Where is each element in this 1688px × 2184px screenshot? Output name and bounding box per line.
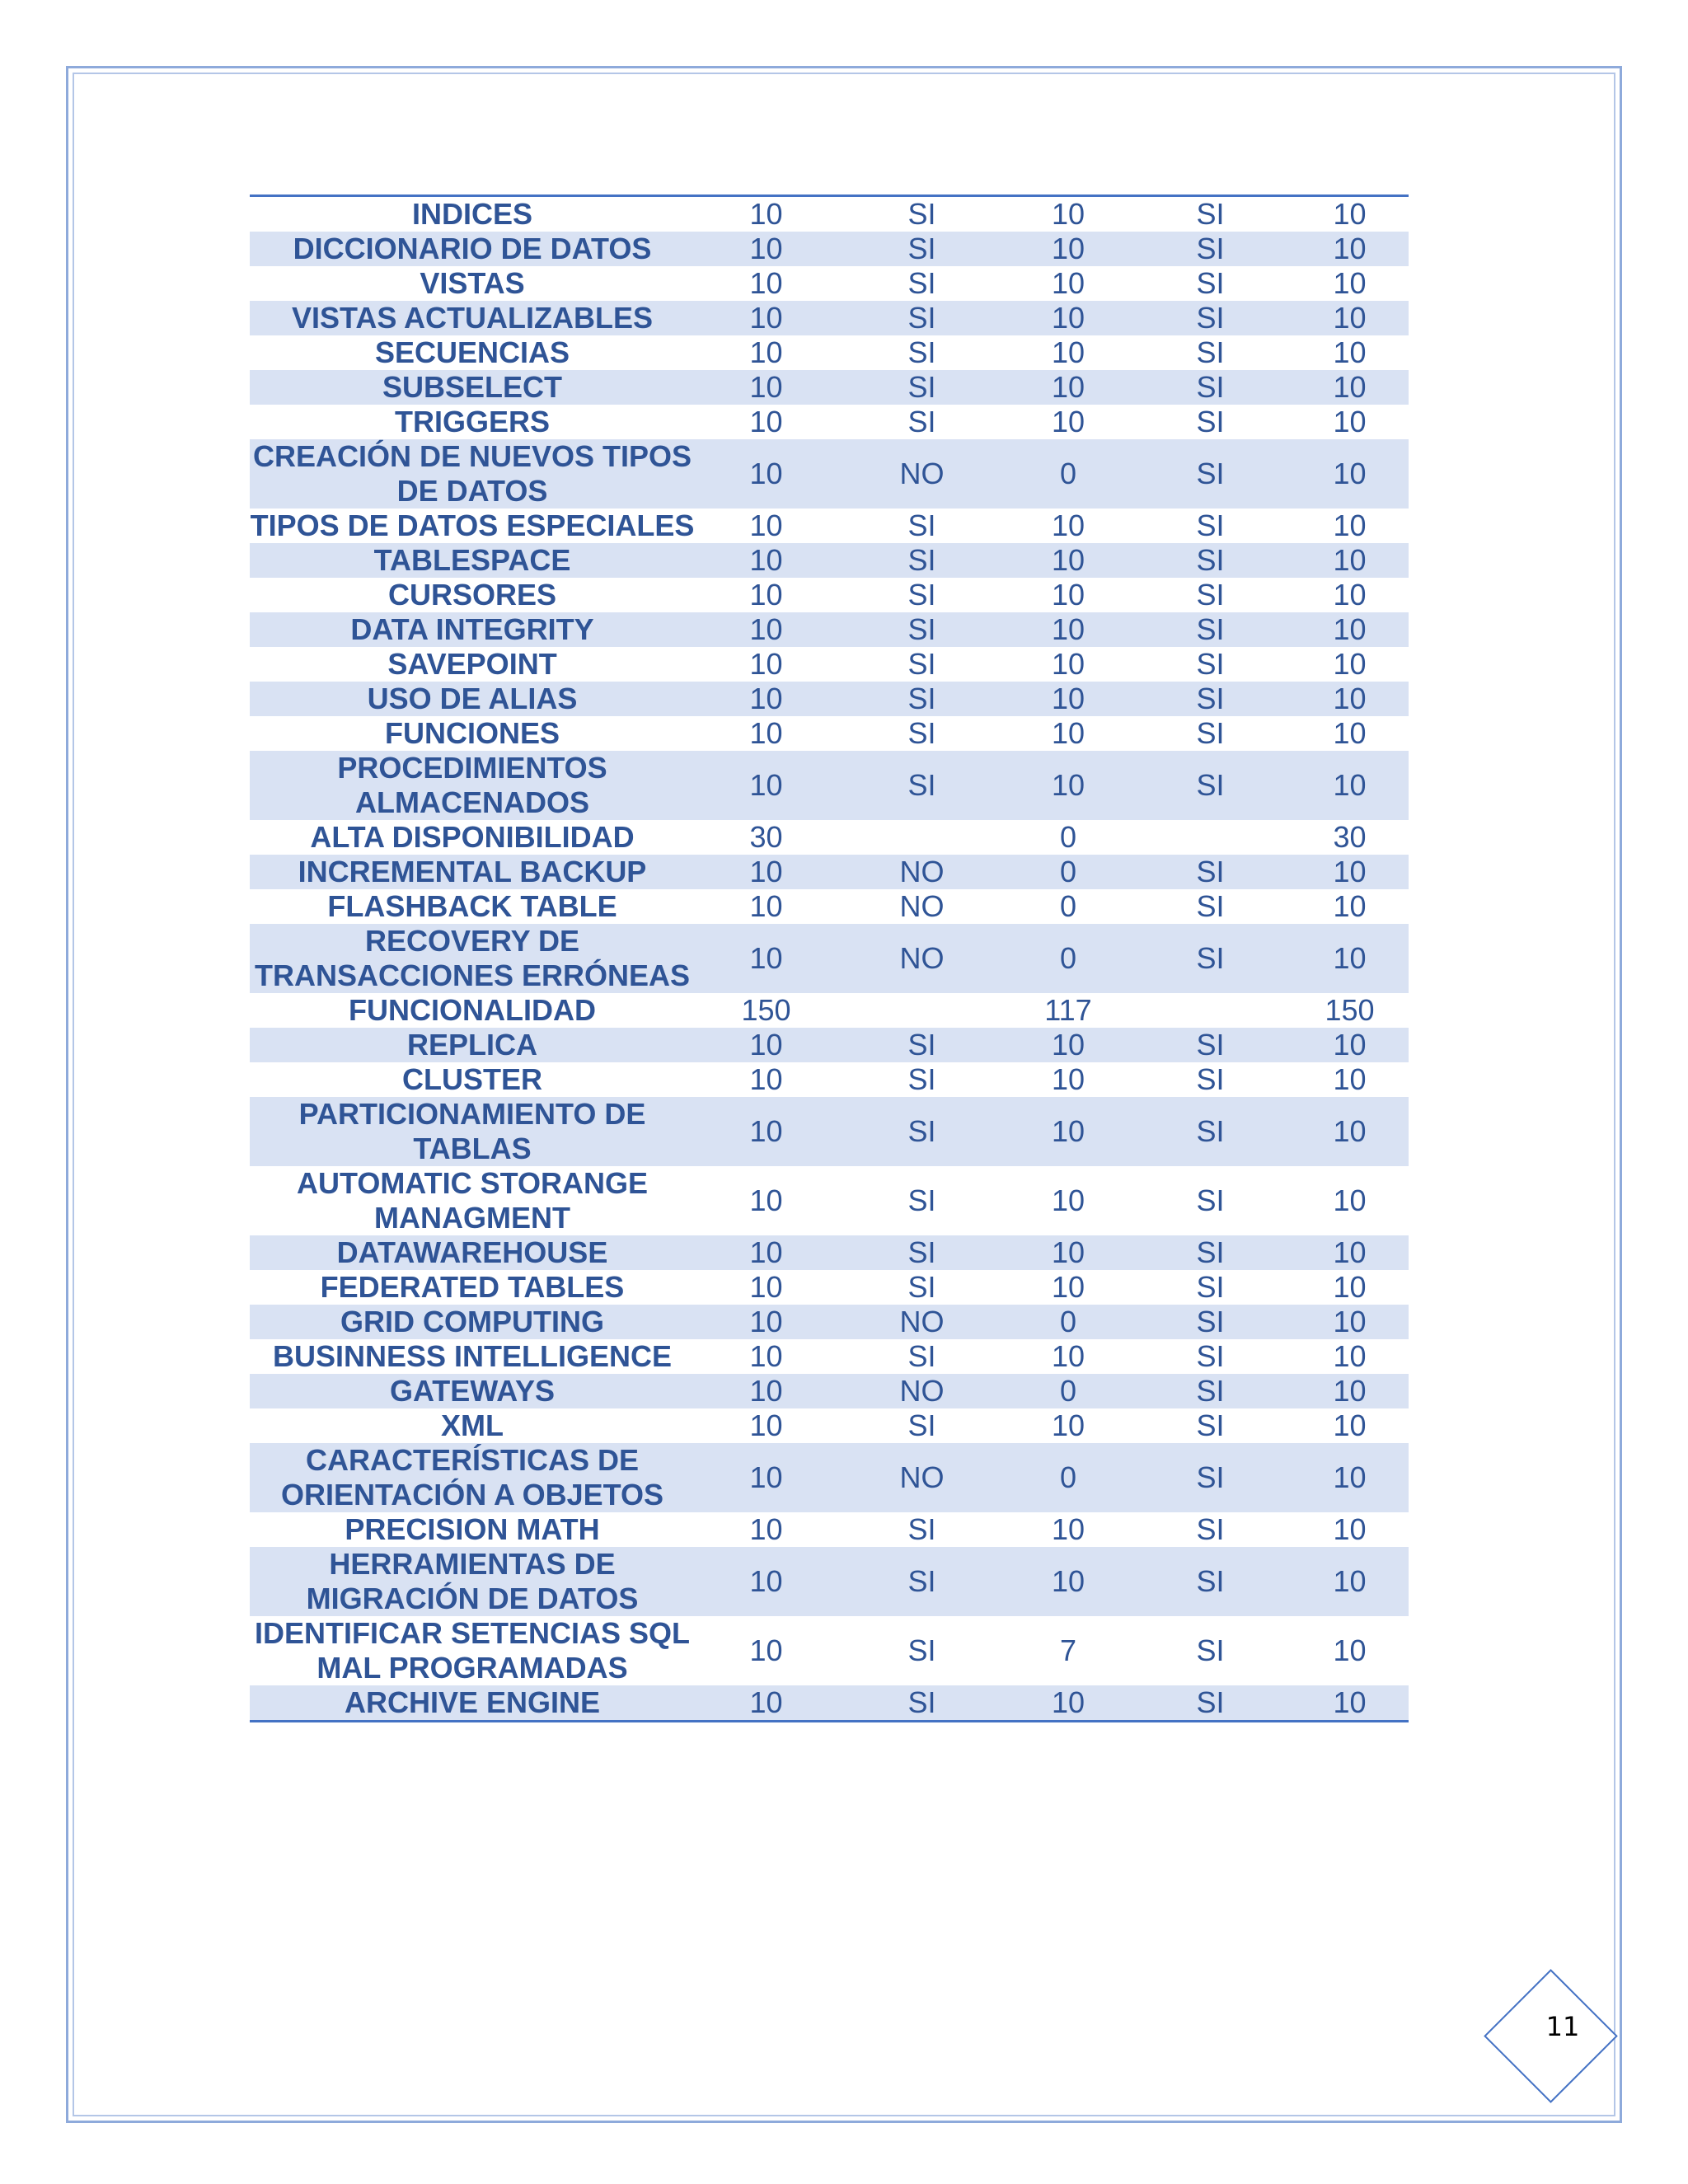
value-cell-1: 10 — [749, 889, 783, 923]
value-cell-3: 10 — [1006, 232, 1130, 266]
value-cell-4: SI — [1130, 1097, 1291, 1166]
value-cell-4: SI — [1196, 1270, 1225, 1304]
table-row — [250, 1616, 1409, 1685]
value-cell-2: SI — [907, 578, 936, 612]
value-cell-2: SI — [837, 232, 1006, 266]
value-cell-4: SI — [1196, 1408, 1225, 1442]
value-cell-3: 10 — [1051, 647, 1085, 681]
table-row — [250, 1374, 1409, 1408]
value-cell-4: SI — [1196, 1339, 1225, 1373]
value-cell-1: 10 — [749, 1408, 783, 1442]
value-cell-5: 10 — [1291, 543, 1409, 578]
value-cell-5: 10 — [1333, 335, 1367, 369]
value-cell-5: 10 — [1333, 578, 1367, 612]
value-cell-1: 10 — [695, 301, 837, 335]
value-cell-1: 10 — [749, 197, 783, 231]
value-cell-4: SI — [1196, 1183, 1225, 1217]
value-cell-2: SI — [837, 612, 1006, 647]
value-cell-4: SI — [1196, 578, 1225, 612]
value-cell-5: 10 — [1291, 1547, 1409, 1616]
value-cell-1: 10 — [749, 1183, 783, 1217]
value-cell-5: 10 — [1291, 370, 1409, 405]
value-cell-3: 0 — [1006, 439, 1130, 509]
value-cell-5: 10 — [1333, 197, 1367, 231]
value-cell-1: 10 — [749, 1633, 783, 1667]
feature-name-cell: XML — [441, 1408, 504, 1442]
table-row — [250, 1062, 1409, 1097]
value-cell-1: 10 — [695, 751, 837, 820]
value-cell-1: 10 — [695, 1028, 837, 1062]
value-cell-5: 10 — [1291, 751, 1409, 820]
value-cell-2: SI — [907, 716, 936, 750]
value-cell-3: 10 — [1006, 751, 1130, 820]
table-row — [250, 1166, 1409, 1235]
feature-name-cell: INCREMENTAL BACKUP — [250, 855, 695, 889]
table-row — [250, 1408, 1409, 1443]
table-row — [250, 1685, 1409, 1722]
feature-name-cell: GATEWAYS — [250, 1374, 695, 1408]
value-cell-5: 10 — [1291, 612, 1409, 647]
value-cell-2: SI — [837, 301, 1006, 335]
value-cell-1: 10 — [695, 1443, 837, 1512]
feature-name-cell: ARCHIVE ENGINE — [250, 1685, 695, 1722]
value-cell-1: 10 — [695, 682, 837, 716]
feature-name-cell: PRECISION MATH — [345, 1512, 600, 1546]
value-cell-1: 10 — [695, 1374, 837, 1408]
feature-name-cell: GRID COMPUTING — [250, 1305, 695, 1339]
value-cell-2: SI — [907, 1339, 936, 1373]
value-cell-4: SI — [1196, 889, 1225, 923]
value-cell-1: 10 — [695, 1685, 837, 1722]
feature-name-cell: DICCIONARIO DE DATOS — [250, 232, 695, 266]
value-cell-3: 10 — [1006, 543, 1130, 578]
value-cell-3: 10 — [1006, 682, 1130, 716]
value-cell-4: SI — [1196, 405, 1225, 438]
table-row — [250, 1547, 1409, 1616]
feature-name-cell: VISTAS — [420, 266, 525, 300]
value-cell-2: SI — [837, 1547, 1006, 1616]
value-cell-3: 10 — [1006, 1547, 1130, 1616]
value-cell-5: 10 — [1291, 1685, 1409, 1722]
value-cell-3: 0 — [1059, 889, 1077, 923]
value-cell-5: 10 — [1291, 1305, 1409, 1339]
value-cell-1: 10 — [749, 1270, 783, 1304]
value-cell-1: 10 — [695, 370, 837, 405]
value-cell-1: 10 — [695, 439, 837, 509]
value-cell-2 — [837, 820, 1006, 855]
feature-name-cell: USO DE ALIAS — [250, 682, 695, 716]
value-cell-1: 10 — [695, 1235, 837, 1270]
value-cell-5: 10 — [1291, 301, 1409, 335]
feature-name-cell: PROCEDIMIENTOS ALMACENADOS — [250, 751, 695, 820]
features-table-body — [250, 196, 1409, 1722]
table-row — [250, 1235, 1409, 1270]
value-cell-5: 10 — [1291, 1097, 1409, 1166]
value-cell-3: 10 — [1051, 509, 1085, 542]
table-row — [250, 682, 1409, 716]
value-cell-2: SI — [837, 682, 1006, 716]
feature-name-cell: CLUSTER — [402, 1062, 542, 1096]
value-cell-4 — [1130, 993, 1291, 1028]
value-cell-3: 10 — [1006, 1028, 1130, 1062]
value-cell-2: SI — [837, 1028, 1006, 1062]
value-cell-2: NO — [837, 924, 1006, 993]
feature-name-cell: REPLICA — [250, 1028, 695, 1062]
feature-name-cell: IDENTIFICAR SETENCIAS SQL MAL PROGRAMADAS — [254, 1616, 691, 1685]
value-cell-4: SI — [1130, 1305, 1291, 1339]
value-cell-3: 10 — [1051, 266, 1085, 300]
table-row — [250, 301, 1409, 335]
features-table — [250, 194, 1409, 1722]
value-cell-2: SI — [907, 266, 936, 300]
table-row — [250, 1028, 1409, 1062]
feature-name-cell: AUTOMATIC STORANGE MANAGMENT — [296, 1166, 648, 1235]
value-cell-1: 30 — [749, 820, 783, 854]
table-row — [250, 578, 1409, 612]
value-cell-1: 10 — [749, 716, 783, 750]
feature-name-cell: VISTAS ACTUALIZABLES — [250, 301, 695, 335]
value-cell-2: SI — [837, 1685, 1006, 1722]
value-cell-4: SI — [1196, 266, 1225, 300]
table-row — [250, 1270, 1409, 1305]
value-cell-4: SI — [1130, 612, 1291, 647]
value-cell-1: 10 — [749, 1512, 783, 1546]
value-cell-4: SI — [1130, 1028, 1291, 1062]
table-row — [250, 1512, 1409, 1547]
feature-name-cell: PARTICIONAMIENTO DE TABLAS — [250, 1097, 695, 1166]
table-row — [250, 405, 1409, 439]
value-cell-4: SI — [1196, 509, 1225, 542]
value-cell-4: SI — [1130, 301, 1291, 335]
value-cell-5: 30 — [1333, 820, 1367, 854]
table-row — [250, 370, 1409, 405]
value-cell-3: 10 — [1051, 1183, 1085, 1217]
value-cell-3: 117 — [1044, 993, 1092, 1027]
value-cell-5: 10 — [1291, 1443, 1409, 1512]
table-row — [250, 924, 1409, 993]
table-row — [250, 196, 1409, 232]
value-cell-1: 10 — [695, 1547, 837, 1616]
value-cell-2: SI — [907, 1633, 936, 1667]
table-row — [250, 1443, 1409, 1512]
value-cell-5: 10 — [1291, 924, 1409, 993]
value-cell-3: 10 — [1006, 1235, 1130, 1270]
value-cell-3: 10 — [1006, 301, 1130, 335]
value-cell-3: 10 — [1051, 405, 1085, 438]
value-cell-2: SI — [837, 1097, 1006, 1166]
value-cell-2: SI — [907, 1062, 936, 1096]
value-cell-2: SI — [907, 197, 936, 231]
value-cell-5: 10 — [1333, 716, 1367, 750]
value-cell-3: 10 — [1006, 1685, 1130, 1722]
table-row — [250, 716, 1409, 751]
value-cell-3: 10 — [1051, 1062, 1085, 1096]
value-cell-2: NO — [899, 889, 945, 923]
value-cell-3: 0 — [1059, 820, 1077, 854]
value-cell-4: SI — [1130, 1235, 1291, 1270]
value-cell-4: SI — [1196, 1633, 1225, 1667]
table-row — [250, 612, 1409, 647]
feature-name-cell: CURSORES — [387, 578, 557, 612]
value-cell-4: SI — [1130, 543, 1291, 578]
value-cell-5: 10 — [1291, 1028, 1409, 1062]
table-row — [250, 232, 1409, 266]
value-cell-2: SI — [837, 370, 1006, 405]
value-cell-1: 10 — [695, 1097, 837, 1166]
value-cell-1: 10 — [695, 855, 837, 889]
value-cell-2: SI — [837, 543, 1006, 578]
feature-name-cell: TRIGGERS — [394, 405, 550, 438]
feature-name-cell: SAVEPOINT — [387, 647, 557, 681]
value-cell-2: SI — [907, 1408, 936, 1442]
value-cell-3: 0 — [1006, 1305, 1130, 1339]
table-row — [250, 1097, 1409, 1166]
value-cell-2: SI — [907, 647, 936, 681]
value-cell-4: SI — [1130, 682, 1291, 716]
value-cell-1: 10 — [695, 924, 837, 993]
feature-name-cell: TABLESPACE — [250, 543, 695, 578]
value-cell-3: 10 — [1051, 335, 1085, 369]
value-cell-5: 10 — [1333, 647, 1367, 681]
value-cell-4: SI — [1196, 197, 1225, 231]
table-row — [250, 993, 1409, 1028]
value-cell-1: 10 — [695, 1305, 837, 1339]
value-cell-3: 10 — [1051, 578, 1085, 612]
feature-name-cell: TIPOS DE DATOS ESPECIALES — [250, 509, 695, 542]
feature-name-cell: RECOVERY DE TRANSACCIONES ERRÓNEAS — [250, 924, 695, 993]
value-cell-4: SI — [1130, 370, 1291, 405]
value-cell-5: 10 — [1291, 232, 1409, 266]
value-cell-5: 10 — [1291, 682, 1409, 716]
value-cell-3: 7 — [1059, 1633, 1077, 1667]
value-cell-2: NO — [837, 439, 1006, 509]
table-row — [250, 647, 1409, 682]
value-cell-3: 0 — [1006, 1374, 1130, 1408]
feature-name-cell: SECUENCIAS — [374, 335, 570, 369]
value-cell-4: SI — [1196, 716, 1225, 750]
table-row — [250, 509, 1409, 543]
value-cell-5: 10 — [1333, 266, 1367, 300]
value-cell-5: 10 — [1333, 1339, 1367, 1373]
value-cell-3: 10 — [1006, 1097, 1130, 1166]
value-cell-5: 10 — [1333, 889, 1367, 923]
table-row — [250, 889, 1409, 924]
value-cell-5: 10 — [1333, 1512, 1367, 1546]
value-cell-2: SI — [907, 335, 936, 369]
value-cell-2: SI — [837, 1235, 1006, 1270]
value-cell-1: 10 — [695, 543, 837, 578]
feature-name-cell: HERRAMIENTAS DE MIGRACIÓN DE DATOS — [250, 1547, 695, 1616]
value-cell-3: 0 — [1006, 1443, 1130, 1512]
value-cell-4: SI — [1196, 647, 1225, 681]
page-number: 11 — [1545, 2011, 1580, 2042]
value-cell-2: NO — [837, 1305, 1006, 1339]
value-cell-1: 10 — [695, 232, 837, 266]
value-cell-3: 0 — [1006, 855, 1130, 889]
value-cell-1: 150 — [741, 993, 791, 1027]
value-cell-2: SI — [907, 1270, 936, 1304]
value-cell-2 — [837, 993, 1006, 1028]
value-cell-2: SI — [907, 509, 936, 542]
value-cell-1: 10 — [749, 1339, 783, 1373]
feature-name-cell: FUNCIONALIDAD — [349, 993, 596, 1027]
value-cell-5: 10 — [1333, 509, 1367, 542]
value-cell-4: SI — [1130, 1374, 1291, 1408]
value-cell-4: SI — [1130, 855, 1291, 889]
value-cell-1: 10 — [749, 647, 783, 681]
value-cell-5: 10 — [1333, 1633, 1367, 1667]
value-cell-3: 10 — [1051, 1339, 1085, 1373]
value-cell-5: 10 — [1333, 1062, 1367, 1096]
value-cell-3: 10 — [1051, 1408, 1085, 1442]
value-cell-3: 10 — [1051, 1270, 1085, 1304]
value-cell-1: 10 — [695, 612, 837, 647]
feature-name-cell: SUBSELECT — [250, 370, 695, 405]
value-cell-5: 10 — [1333, 1408, 1367, 1442]
value-cell-3: 10 — [1051, 716, 1085, 750]
feature-name-cell: FEDERATED TABLES — [320, 1270, 625, 1304]
value-cell-4: SI — [1130, 439, 1291, 509]
value-cell-4: SI — [1130, 751, 1291, 820]
table-row — [250, 266, 1409, 301]
table-row — [250, 335, 1409, 370]
value-cell-1: 10 — [749, 266, 783, 300]
value-cell-3: 10 — [1006, 612, 1130, 647]
value-cell-4: SI — [1196, 1512, 1225, 1546]
value-cell-5: 10 — [1333, 1270, 1367, 1304]
value-cell-4 — [1130, 820, 1291, 855]
value-cell-4: SI — [1196, 335, 1225, 369]
value-cell-2: SI — [907, 405, 936, 438]
feature-name-cell: INDICES — [411, 197, 533, 231]
feature-name-cell: FUNCIONES — [384, 716, 560, 750]
value-cell-4: SI — [1196, 1062, 1225, 1096]
value-cell-1: 10 — [749, 405, 783, 438]
feature-name-cell: ALTA DISPONIBILIDAD — [310, 820, 635, 854]
value-cell-4: SI — [1130, 1547, 1291, 1616]
value-cell-1: 10 — [749, 335, 783, 369]
table-row — [250, 855, 1409, 889]
value-cell-4: SI — [1130, 1443, 1291, 1512]
table-row — [250, 820, 1409, 855]
value-cell-1: 10 — [749, 1062, 783, 1096]
value-cell-2: SI — [837, 751, 1006, 820]
value-cell-5: 10 — [1291, 1374, 1409, 1408]
value-cell-5: 10 — [1333, 1183, 1367, 1217]
value-cell-4: SI — [1130, 232, 1291, 266]
value-cell-1: 10 — [749, 509, 783, 542]
value-cell-5: 10 — [1291, 1235, 1409, 1270]
value-cell-5: 10 — [1291, 855, 1409, 889]
value-cell-2: NO — [837, 1443, 1006, 1512]
table-row — [250, 543, 1409, 578]
table-row — [250, 751, 1409, 820]
feature-name-cell: CREACIÓN DE NUEVOS TIPOS DE DATOS — [250, 439, 695, 509]
feature-name-cell: BUSINNESS INTELLIGENCE — [272, 1339, 673, 1373]
value-cell-3: 10 — [1051, 197, 1085, 231]
value-cell-1: 10 — [749, 578, 783, 612]
value-cell-2: NO — [837, 1374, 1006, 1408]
value-cell-3: 10 — [1051, 1512, 1085, 1546]
value-cell-2: SI — [907, 1512, 936, 1546]
feature-name-cell: DATA INTEGRITY — [250, 612, 695, 647]
value-cell-5: 150 — [1325, 993, 1375, 1027]
value-cell-5: 10 — [1291, 439, 1409, 509]
table-row — [250, 439, 1409, 509]
table-row — [250, 1339, 1409, 1374]
value-cell-2: NO — [837, 855, 1006, 889]
feature-name-cell: FLASHBACK TABLE — [327, 889, 617, 923]
feature-name-cell: DATAWAREHOUSE — [250, 1235, 695, 1270]
value-cell-5: 10 — [1333, 405, 1367, 438]
value-cell-3: 10 — [1006, 370, 1130, 405]
table-row — [250, 1305, 1409, 1339]
feature-name-cell: CARACTERÍSTICAS DE ORIENTACIÓN A OBJETOS — [250, 1443, 695, 1512]
value-cell-2: SI — [907, 1183, 936, 1217]
value-cell-4: SI — [1130, 924, 1291, 993]
value-cell-3: 0 — [1006, 924, 1130, 993]
value-cell-4: SI — [1130, 1685, 1291, 1722]
